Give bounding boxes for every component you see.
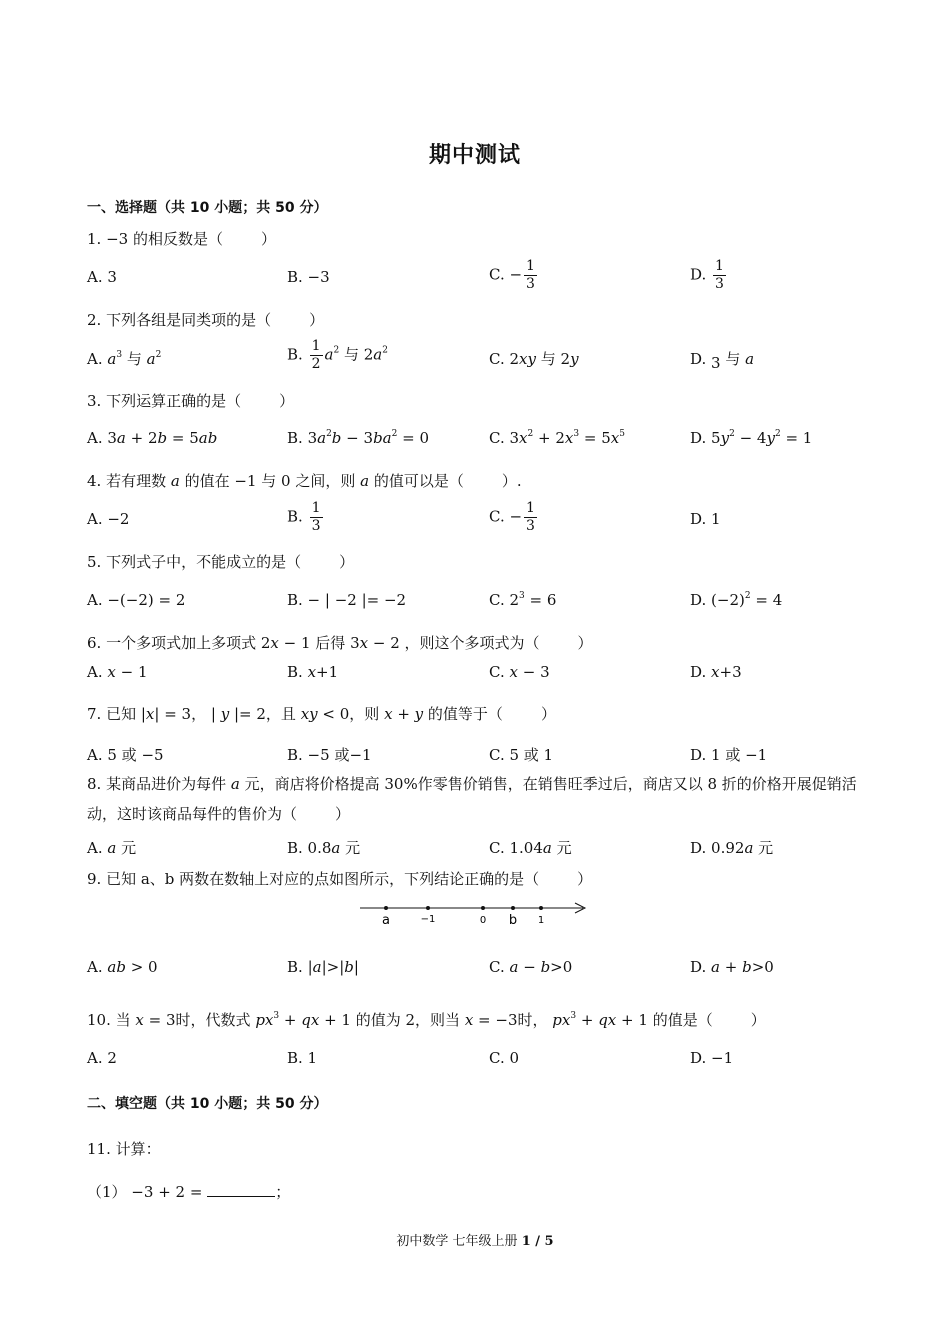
- q5-option-c[interactable]: C. $2^3 = 6$: [489, 591, 557, 609]
- question-9: 9. 已知 a、b 两数在数轴上对应的点如图所示，下列结论正确的是（ ）: [87, 870, 593, 888]
- axis-label-b: b: [508, 913, 518, 928]
- q6-option-a[interactable]: A. x − 1: [87, 663, 148, 681]
- question-5: 5. 下列式子中，不能成立的是（ ）: [87, 553, 355, 571]
- q3-option-b[interactable]: B. $3a^2b - 3ba^2 = 0$: [287, 429, 429, 447]
- q2-option-d[interactable]: D. 3 与 a: [690, 350, 755, 372]
- question-10: 10. 当 x = 3时，代数式 $px^3$ + qx + 1 的值为 2，则当 x = −3时， $px^3$ + qx + 1 的值是（ ）: [87, 1011, 766, 1029]
- q4-option-b[interactable]: B. $\frac{1}{3}$: [287, 500, 321, 534]
- q2-option-c[interactable]: C. 2xy 与 2y: [489, 350, 579, 368]
- axis-label-0: 0: [479, 915, 487, 926]
- axis-label-minus-1: −1: [420, 914, 436, 925]
- q11-part-1: （1） −3 + 2 = ；: [87, 1183, 291, 1201]
- question-6: 6. 一个多项式加上多项式 2x − 1 后得 3x − 2 ，则这个多项式为（ ）: [87, 634, 593, 652]
- answer-blank[interactable]: [207, 1182, 275, 1197]
- axis-label-a: a: [382, 913, 390, 928]
- q3-option-a[interactable]: A. 3a + 2b = 5ab: [87, 429, 218, 447]
- q4-option-c[interactable]: C. − $\frac{1}{3}$: [489, 500, 535, 534]
- q7-option-b[interactable]: B. −5 或−1: [287, 746, 372, 764]
- q8-option-b[interactable]: B. 0.8a 元: [287, 839, 361, 857]
- q6-option-c[interactable]: C. x − 3: [489, 663, 550, 681]
- section-heading-choice: 一、选择题（共 10 小题；共 50 分）: [87, 200, 328, 216]
- q5-option-b[interactable]: B. − | −2 |= −2: [287, 591, 407, 609]
- page-number: 1 / 5: [521, 1234, 554, 1249]
- question-4: 4. 若有理数 a 的值在 −1 与 0 之间，则 a 的值可以是（ ）.: [87, 472, 522, 490]
- q7-option-c[interactable]: C. 5 或 1: [489, 746, 554, 764]
- q9-option-b[interactable]: B. |a|>|b|: [287, 958, 359, 976]
- q9-option-a[interactable]: A. ab > 0: [87, 958, 158, 976]
- page-title: 期中测试: [428, 143, 521, 168]
- q1-option-d[interactable]: D. $\frac{1}{3}$: [690, 258, 724, 292]
- q4-option-d[interactable]: D. 1: [690, 510, 721, 528]
- q2-option-b[interactable]: B. $\frac{1}{2}$ $a^2$ 与 $2a^2$: [287, 338, 388, 372]
- q10-option-b[interactable]: B. 1: [287, 1049, 318, 1067]
- q9-option-c[interactable]: C. a − b>0: [489, 958, 573, 976]
- q1-option-b[interactable]: B. −3: [287, 268, 330, 286]
- number-line-figure: [355, 898, 595, 932]
- q10-option-d[interactable]: D. −1: [690, 1049, 734, 1067]
- question-7: 7. 已知 |x| = 3， | y |= 2，且 xy < 0，则 x + y 的值等于（ ）: [87, 705, 556, 723]
- question-8: 8. 某商品进价为每件 a 元，商店将价格提高 30%作零售价销售，在销售旺季过后，商店又以 8 折的价格开展促销活动，这时该商品每件的售价为（ ）: [87, 775, 857, 823]
- q5-option-d[interactable]: D. $(-2)^2 = 4$: [690, 591, 783, 609]
- q4-option-a[interactable]: A. −2: [87, 510, 130, 528]
- q6-option-d[interactable]: D. x+3: [690, 663, 742, 681]
- section-heading-fill: 二、填空题（共 10 小题；共 50 分）: [87, 1096, 328, 1112]
- q1-option-a[interactable]: A. 3: [87, 268, 117, 286]
- point-0: [481, 906, 485, 910]
- question-1: 1. −3 的相反数是（ ）: [87, 230, 276, 248]
- q8-option-a[interactable]: A. a 元: [87, 839, 137, 857]
- q9-option-d[interactable]: D. a + b>0: [690, 958, 774, 976]
- point-b: [511, 906, 515, 910]
- point-1: [539, 906, 543, 910]
- question-2: 2. 下列各组是同类项的是（ ）: [87, 311, 325, 329]
- q8-option-c[interactable]: C. 1.04a 元: [489, 839, 572, 857]
- axis-label-1: 1: [537, 915, 545, 926]
- page-footer: 初中数学 七年级上册 1 / 5: [396, 1234, 554, 1249]
- q1-option-c[interactable]: C. − $\frac{1}{3}$: [489, 258, 535, 292]
- q6-option-b[interactable]: B. x+1: [287, 663, 339, 681]
- q5-option-a[interactable]: A. −(−2) = 2: [87, 591, 186, 609]
- q3-option-c[interactable]: C. $3x^2 + 2x^3 = 5x^5$: [489, 429, 625, 447]
- q3-option-d[interactable]: D. $5y^2 - 4y^2 = 1$: [690, 429, 813, 447]
- q10-option-a[interactable]: A. 2: [87, 1049, 117, 1067]
- q8-option-d[interactable]: D. 0.92a 元: [690, 839, 774, 857]
- q7-option-d[interactable]: D. 1 或 −1: [690, 746, 768, 764]
- point-minus-1: [426, 906, 430, 910]
- q2-option-a[interactable]: A. $a^3$ 与 $a^2$: [87, 350, 162, 368]
- q10-option-c[interactable]: C. 0: [489, 1049, 520, 1067]
- question-3: 3. 下列运算正确的是（ ）: [87, 392, 295, 410]
- point-a: [384, 906, 388, 910]
- question-11: 11. 计算：: [87, 1140, 161, 1158]
- q7-option-a[interactable]: A. 5 或 −5: [87, 746, 164, 764]
